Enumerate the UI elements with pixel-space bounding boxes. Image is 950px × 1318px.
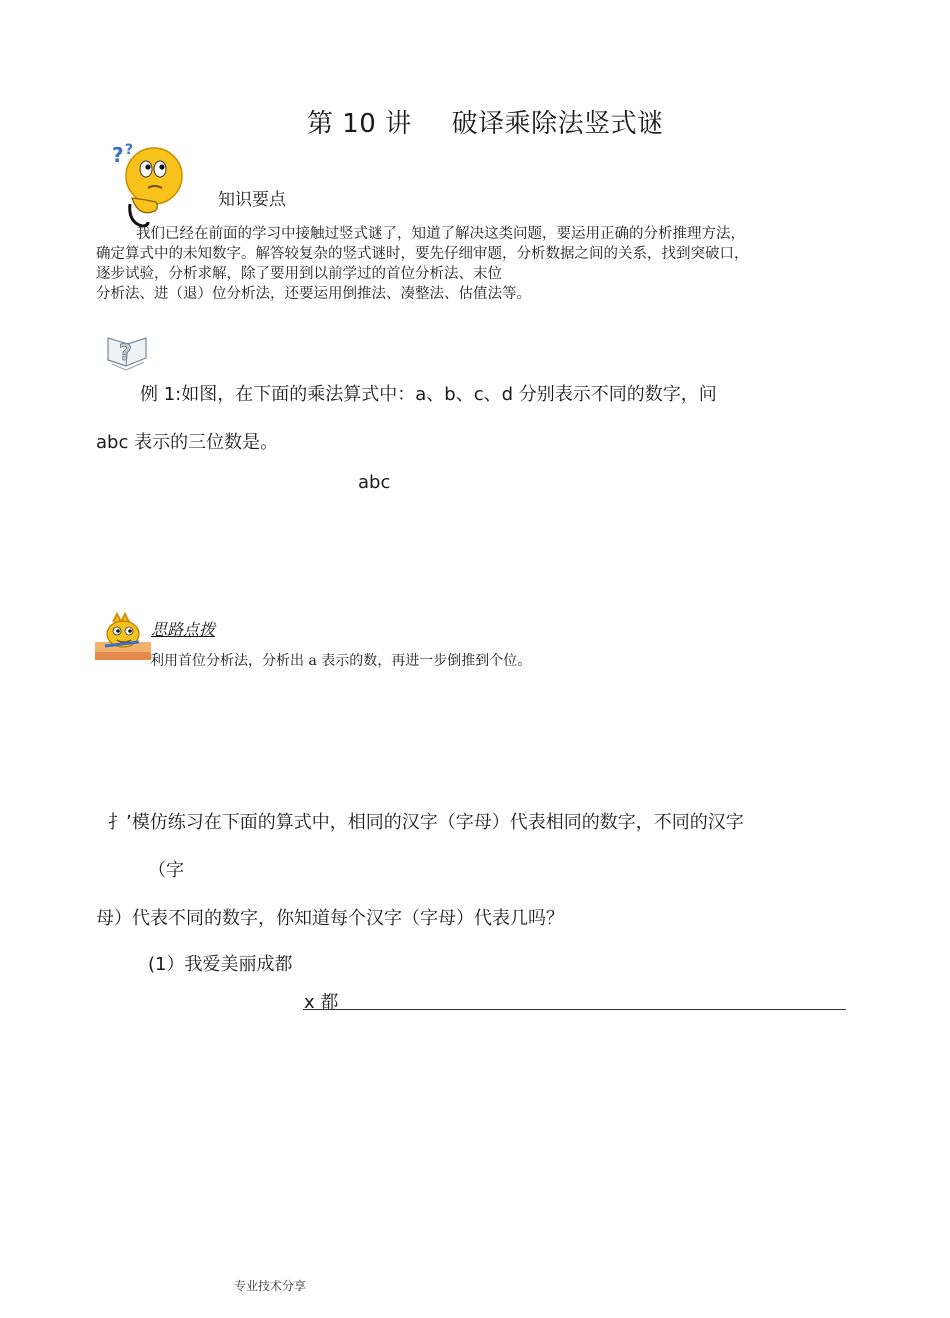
knowledge-line: 确定算式中的未知数字。解答较复杂的竖式谜时，要先仔细审题，分析数据之间的关系，找到突破口， (96, 246, 749, 262)
practice-question-1: (1）我爱美丽成都 (148, 954, 293, 975)
example-question-line: abc 表示的三位数是。 (96, 432, 279, 453)
multiplication-formula: abc (358, 472, 391, 493)
practice-line: （字 (148, 860, 184, 881)
lecture-number: 第 10 讲 (307, 109, 412, 139)
lecture-topic: 破译乘除法竖式谜 (451, 109, 664, 139)
hint-text: 利用首位分析法，分析出 a 表示的数，再进一步倒推到个位。 (150, 653, 532, 669)
practice-line: 扌’模仿练习在下面的算式中，相同的汉字（字母）代表相同的数字，不同的汉字 (108, 812, 744, 833)
hint-title: 思路点拨 (151, 620, 216, 639)
knowledge-line: 我们已经在前面的学习中接触过竖式谜了，知道了解决这类问题，要运用正确的分析推理方法， (136, 226, 745, 242)
knowledge-line: 逐步试验，分析求解，除了要用到以前学过的首位分析法、末位 (96, 266, 502, 282)
example-question-line: 例 1:如图，在下面的乘法算式中：a、b、c、d 分别表示不同的数字，问 (140, 384, 717, 405)
formula-divider (303, 1009, 846, 1010)
multiplier-row: x 都 (304, 992, 339, 1013)
practice-line: 母）代表不同的数字，你知道每个汉字（字母）代表几吗？ (96, 908, 564, 929)
knowledge-line: 分析法、进（退）位分析法，还要运用倒推法、凑整法、估值法等。 (96, 286, 531, 302)
svg-text:?: ? (119, 341, 132, 366)
cartoon-dragon-icon (95, 612, 153, 662)
footer-text: 专业技术分享 (234, 1279, 307, 1293)
page-title (307, 103, 664, 140)
question-book-icon (104, 330, 150, 372)
svg-text:?: ? (125, 142, 134, 158)
thinking-face-icon (108, 138, 186, 230)
knowledge-heading: 知识要点 (218, 190, 286, 210)
knowledge-paragraph (96, 224, 856, 304)
svg-text:?: ? (112, 143, 124, 167)
